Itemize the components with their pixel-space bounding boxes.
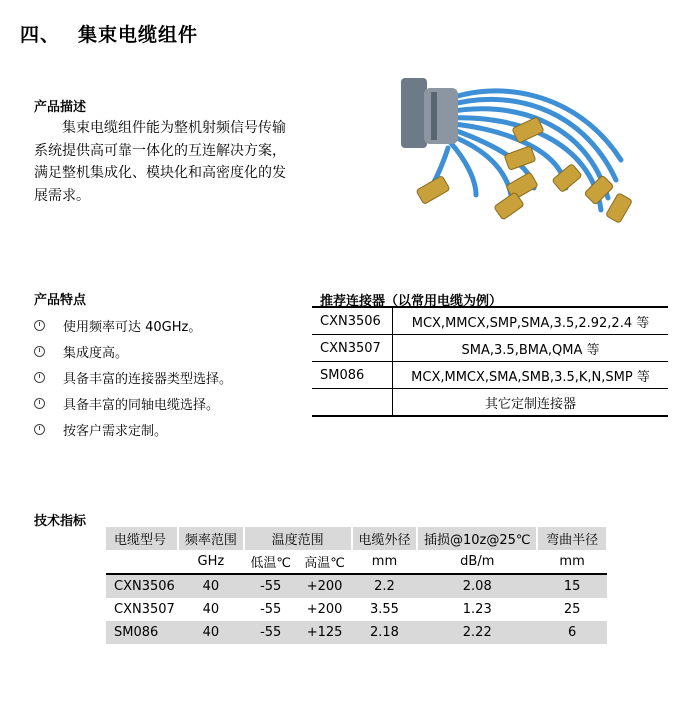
recommended-heading: 推荐连接器（以常用电缆为例） [320,294,503,309]
table-row: SM086 40 -55 +125 2.18 2.22 6 [106,621,607,644]
table-row: CXN3506 40 -55 +200 2.2 2.08 15 [106,574,607,598]
table-units-row: GHz 低温℃ 高温℃ mm dB/m mm [106,550,607,574]
clock-icon [34,320,45,331]
features-list [34,312,232,442]
table-row: CXN3507 SMA,3.5,BMA,QMA 等 [312,335,668,362]
description-body: 集束电缆组件能为整机射频信号传输系统提供高可靠一体化的互连解决方案，满足整机集成化、模块化和高密度化的发展需求。 [34,120,286,204]
recommended-connectors-table [312,306,668,417]
table-row: CXN3506 MCX,MMCX,SMP,SMA,3.5,2.92,2.4 等 [312,307,668,335]
table-row: 其它定制连接器 [312,389,668,417]
clock-icon [34,398,45,409]
specs-table [106,527,608,644]
circular-connector [424,88,458,144]
product-photo [346,70,646,248]
clock-icon [34,372,45,383]
table-row: CXN3507 40 -55 +200 3.55 1.23 25 [106,598,607,621]
specs-heading: 技术指标 [34,514,87,529]
clock-icon [34,346,45,357]
section-title-text: 集束电缆组件 [78,24,199,46]
section-title [20,20,198,47]
list-item: 按客户需求定制。 [34,416,232,442]
bulkhead-plate [401,78,427,148]
table-header-row: 电缆型号 频率范围 温度范围 电缆外径 插损@10z@25℃ 弯曲半径 [106,527,607,550]
description-heading: 产品描述 [34,100,87,115]
clock-icon [34,424,45,435]
list-item: 具备丰富的连接器类型选择。 [34,364,232,390]
list-item: 使用频率可达 40GHz。 [34,312,232,338]
list-item: 集成度高。 [34,338,232,364]
section-number: 四、 [20,24,61,46]
list-item: 具备丰富的同轴电缆选择。 [34,390,232,416]
table-row: SM086 MCX,MMCX,SMA,SMB,3.5,K,N,SMP 等 [312,362,668,389]
features-heading: 产品特点 [34,293,87,308]
